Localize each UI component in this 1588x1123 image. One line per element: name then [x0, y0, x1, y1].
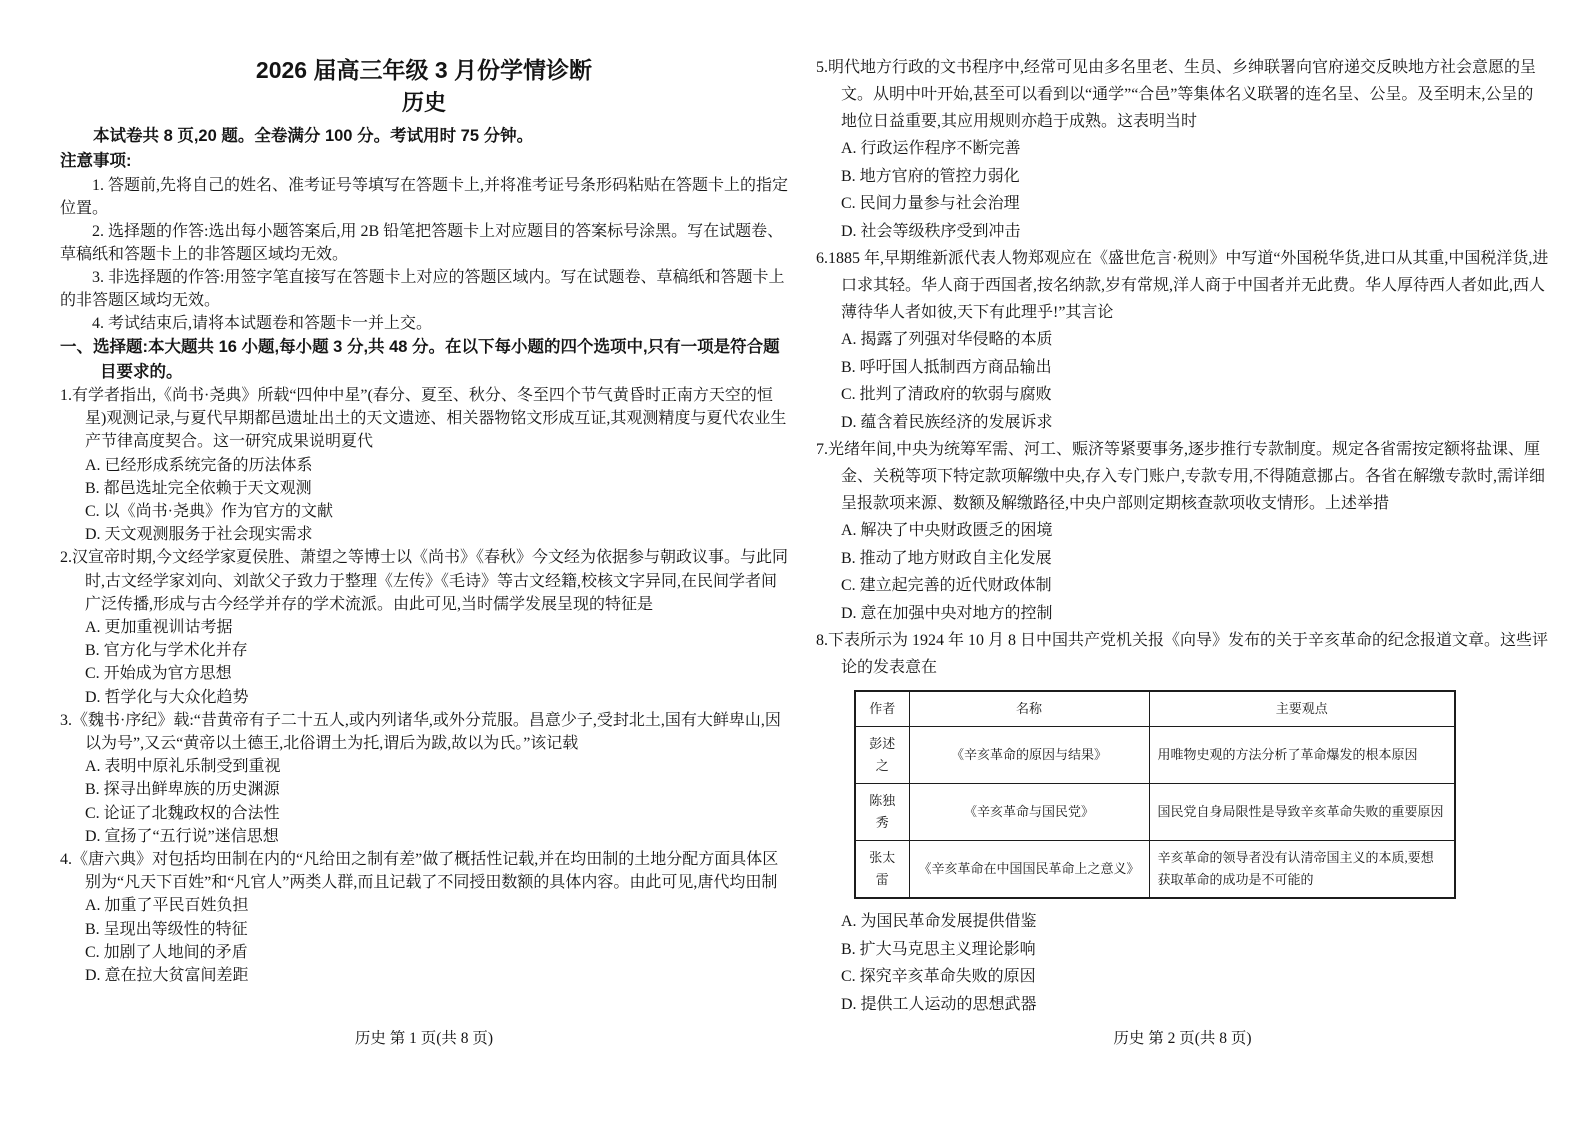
q8-col-author: 作者 [855, 691, 909, 727]
question-6-option-b: B. 呼吁国人抵制西方商品输出 [841, 358, 1052, 376]
q8-commentary-table [854, 690, 1456, 899]
question-7-option-a: A. 解决了中央财政匮乏的困境 [841, 522, 1053, 539]
q8-row3-author: 张太雷 [855, 841, 909, 899]
question-8-option-a: A. 为国民革命发展提供借鉴 [841, 913, 1037, 930]
question-7-number: 7. [816, 441, 828, 458]
question-2-option-a: A. 更加重视训诂考据 [85, 619, 233, 637]
question-4-option-d: D. 意在拉大贫富间差距 [85, 967, 249, 985]
question-7-stem: 7.光绪年间,中央为统筹军需、河工、赈济等紧要事务,逐步推行专款制度。规定各省需按定额将盐课、厘金、关税等项下特定款项解缴中央,存入专门账户,专款专用,不得随意挪占。各省在解缴专款时,需详细呈报款项来源、数额及解缴路径,中央户部则定期核查款项收支情形。上述举措 [816, 441, 1546, 512]
question-8-stem: 8.下表所示为 1924 年 10 月 8 日中国共产党机关报《向导》发布的关于辛亥革命的纪念报道文章。这些评论的发表意在 [816, 632, 1549, 676]
question-6-option-a: A. 揭露了列强对华侵略的本质 [841, 331, 1053, 348]
question-7-option-c: C. 建立起完善的近代财政体制 [841, 577, 1052, 594]
question-4-option-c: C. 加剧了人地间的矛盾 [85, 943, 248, 961]
question-7 [816, 436, 1549, 627]
notice-item-3: 3. 非选择题的作答:用签字笔直接写在答题卡上对应的答题区域内。写在试题卷、草稿纸和答题卡上的非答题区域均无效。 [60, 269, 785, 309]
page-2-footer: 历史 第 2 页(共 8 页) [1113, 1030, 1252, 1047]
exam-info: 本试卷共 8 页,20 题。全卷满分 100 分。考试用时 75 分钟。 [93, 127, 534, 145]
question-1 [60, 384, 788, 546]
notice-heading: 注意事项: [60, 152, 132, 170]
question-2-number: 2. [60, 549, 72, 567]
page-2 [816, 0, 1549, 1123]
q8-row1-author: 彭述之 [855, 727, 909, 784]
question-2-option-d: D. 哲学化与大众化趋势 [85, 688, 249, 706]
section-heading-choice: 一、选择题:本大题共 16 小题,每小题 3 分,共 48 分。在以下每小题的四个选项中,只有一项是符合题目要求的。 [60, 338, 780, 381]
q8-table-header-row [855, 691, 1455, 727]
question-6-stem: 6.1885 年,早期维新派代表人物郑观应在《盛世危言·税则》中写道“外国税华货,进口从其重,中国税洋货,进口求其轻。华人商于西国者,按名纳款,岁有常规,洋人商于中国者并无此费。华人厚待西人者如此,西人薄待华人者如彼,天下有此理乎!”其言论 [816, 250, 1549, 321]
question-1-number: 1. [60, 387, 72, 404]
q8-row2-opinion: 国民党自身局限性是导致辛亥革命失败的重要原因 [1149, 784, 1455, 841]
question-3-option-c: C. 论证了北魏政权的合法性 [85, 804, 280, 822]
q8-row1-name: 《辛亥革命的原因与结果》 [909, 727, 1149, 784]
question-6-option-d: D. 蕴含着民族经济的发展诉求 [841, 413, 1053, 431]
question-2 [60, 546, 788, 708]
question-2-option-c: C. 开始成为官方思想 [85, 665, 232, 683]
subject-title: 历史 [401, 90, 446, 115]
table-row [855, 841, 1455, 899]
q8-col-opinion: 主要观点 [1149, 691, 1455, 727]
question-4-number: 4. [60, 851, 72, 869]
q8-row2-author: 陈独秀 [855, 784, 909, 841]
question-5-option-c: C. 民间力量参与社会治理 [841, 195, 1020, 212]
question-2-stem: 2.汉宣帝时期,今文经学家夏侯胜、萧望之等博士以《尚书》《春秋》今文经为依据参与朝政议事。与此同时,古文经学家刘向、刘歆父子致力于整理《左传》《毛诗》等古文经籍,校核文字异同,在民间学者间广泛传播,形成与古今经学并存的学术流派。由此可见,当时儒学发展呈现的特征是 [60, 549, 789, 613]
question-1-option-b: B. 都邑选址完全依赖于天文观测 [85, 479, 312, 497]
question-8-option-c: C. 探究辛亥革命失败的原因 [841, 968, 1036, 985]
question-3-option-d: D. 宣扬了“五行说”迷信思想 [85, 827, 279, 845]
question-3-option-b: B. 探寻出鲜卑族的历史渊源 [85, 781, 280, 799]
question-8-number: 8. [816, 632, 828, 649]
page-1 [60, 0, 788, 1123]
question-1-stem: 1.有学者指出,《尚书·尧典》所载“四仲中星”(春分、夏至、秋分、冬至四个节气黄昏时正南方天空的恒星)观测记录,与夏代早期都邑遗址出土的天文遗迹、相关器物铭文形成互证,其观测精度与夏代农业生产节律高度契合。这一研究成果说明夏代 [60, 387, 787, 451]
question-4-option-a: A. 加重了平民百姓负担 [85, 897, 249, 915]
question-6 [816, 245, 1549, 436]
question-3-option-a: A. 表明中原礼乐制受到重视 [85, 758, 281, 776]
table-row [855, 727, 1455, 784]
question-7-option-b: B. 推动了地方财政自主化发展 [841, 549, 1052, 567]
q8-row3-name: 《辛亥革命在中国国民革命上之意义》 [909, 841, 1149, 899]
q8-row1-opinion: 用唯物史观的方法分析了革命爆发的根本原因 [1149, 727, 1455, 784]
question-8-option-b: B. 扩大马克思主义理论影响 [841, 940, 1036, 958]
question-8 [816, 627, 1549, 1018]
question-5-option-b: B. 地方官府的管控力弱化 [841, 167, 1020, 185]
table-row [855, 784, 1455, 841]
question-5 [816, 54, 1549, 245]
notice-item-1: 1. 答题前,先将自己的姓名、准考证号等填写在答题卡上,并将准考证号条形码粘贴在答题卡上的指定位置。 [60, 177, 789, 217]
question-6-number: 6. [816, 250, 828, 267]
q8-row2-name: 《辛亥革命与国民党》 [909, 784, 1149, 841]
question-5-number: 5. [816, 59, 828, 76]
question-5-option-d: D. 社会等级秩序受到冲击 [841, 222, 1021, 240]
question-7-option-d: D. 意在加强中央对地方的控制 [841, 604, 1053, 622]
notice-item-4: 4. 考试结束后,请将本试题卷和答题卡一并上交。 [92, 315, 433, 332]
question-3-stem: 3.《魏书·序纪》载:“昔黄帝有子二十五人,或内列诸华,或外分荒服。昌意少子,受封北土,国有大鲜卑山,因以为号”,又云“黄帝以土德王,北俗谓土为托,谓后为跋,故以为氏。”该记载 [60, 711, 781, 753]
question-2-option-b: B. 官方化与学术化并存 [85, 642, 248, 660]
question-6-option-c: C. 批判了清政府的软弱与腐败 [841, 386, 1052, 403]
q8-col-name: 名称 [909, 691, 1149, 727]
question-3-number: 3. [60, 711, 72, 729]
question-5-option-a: A. 行政运作程序不断完善 [841, 140, 1021, 157]
question-4 [60, 848, 788, 987]
page-1-footer: 历史 第 1 页(共 8 页) [354, 1030, 494, 1047]
question-1-option-a: A. 已经形成系统完备的历法体系 [85, 456, 313, 474]
question-3 [60, 709, 788, 848]
question-1-option-d: D. 天文观测服务于社会现实需求 [85, 526, 313, 544]
question-8-option-d: D. 提供工人运动的思想武器 [841, 995, 1037, 1013]
question-4-option-b: B. 呈现出等级性的特征 [85, 920, 248, 938]
question-1-option-c: C. 以《尚书·尧典》作为官方的文献 [85, 503, 334, 521]
q8-row3-opinion: 辛亥革命的领导者没有认清帝国主义的本质,要想获取革命的成功是不可能的 [1149, 841, 1455, 899]
exam-title: 2026 届高三年级 3 月份学情诊断 [255, 57, 593, 83]
question-4-stem: 4.《唐六典》对包括均田制在内的“凡给田之制有差”做了概括性记载,并在均田制的土地分配方面具体区别为“凡天下百姓”和“凡官人”两类人群,而且记载了不同授田数额的具体内容。由此可见,唐代均田制 [60, 851, 779, 892]
notice-item-2: 2. 选择题的作答:选出每小题答案后,用 2B 铅笔把答题卡上对应题目的答案标号涂黑。写在试题卷、草稿纸和答题卡上的非答题区域均无效。 [60, 223, 784, 263]
question-5-stem: 5.明代地方行政的文书程序中,经常可见由多名里老、生员、乡绅联署向官府递交反映地方社会意愿的呈文。从明中叶开始,甚至可以看到以“通学”“合邑”等集体名义联署的连名呈、公呈。及至明末,公呈的地位日益重要,其应用规则亦趋于成熟。这表明当时 [816, 59, 1537, 130]
